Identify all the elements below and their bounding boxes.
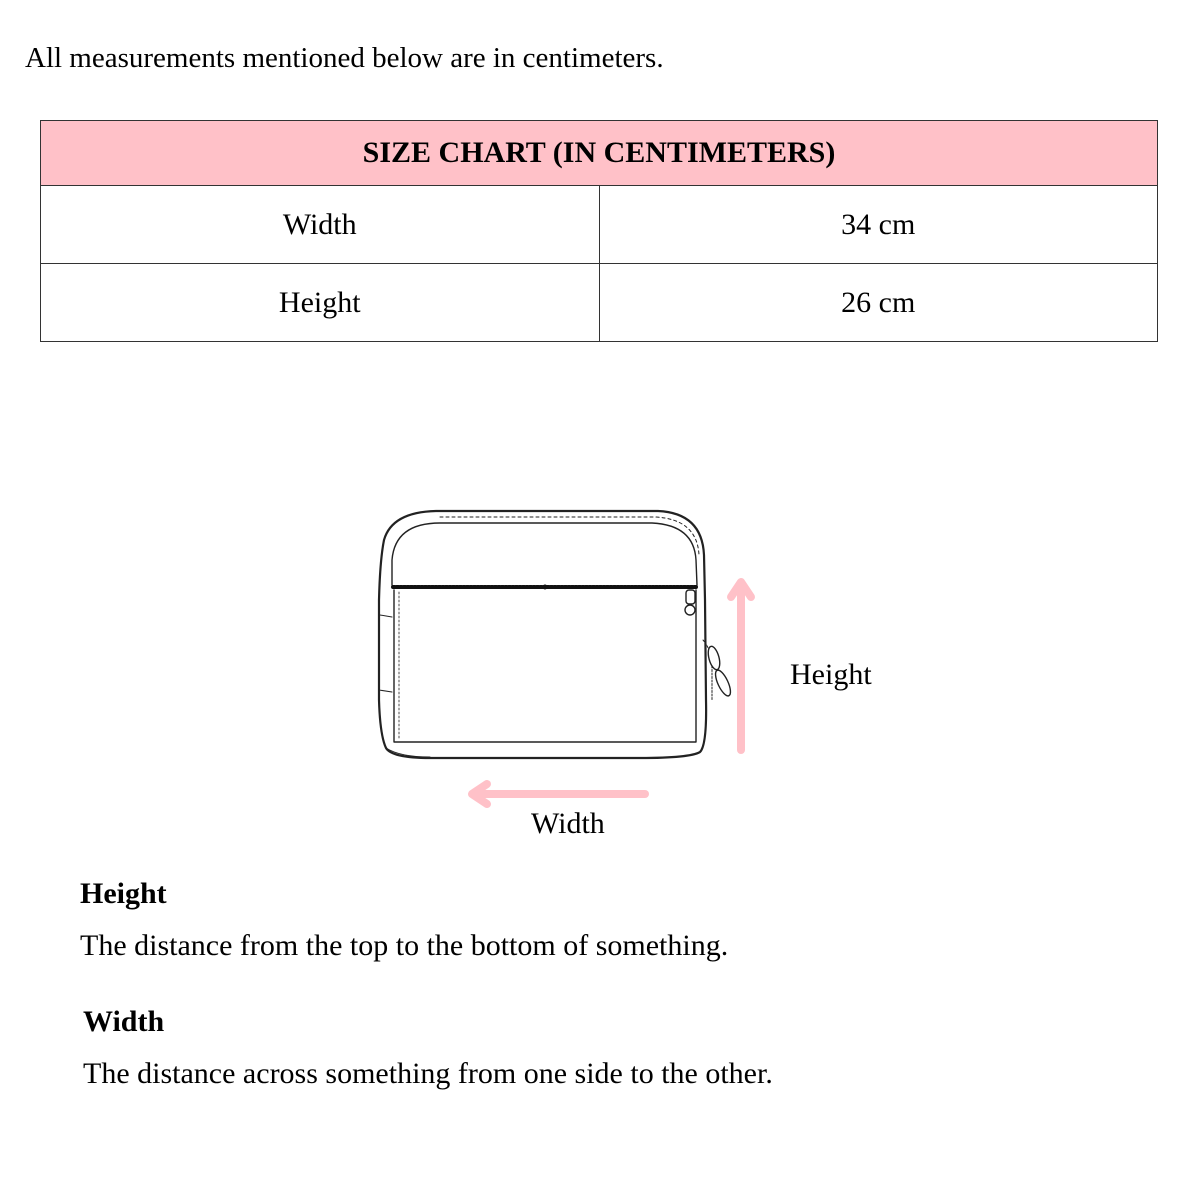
intro-text: All measurements mentioned below are in centimeters. bbox=[25, 42, 664, 74]
pouch-bag-icon bbox=[379, 511, 733, 758]
width-label: Width bbox=[531, 807, 605, 840]
row-value-width: 34 cm bbox=[599, 186, 1158, 264]
row-label-width: Width bbox=[41, 186, 600, 264]
definition-text-height: The distance from the top to the bottom of something. bbox=[80, 929, 729, 962]
height-label: Height bbox=[790, 658, 872, 691]
row-value-height: 26 cm bbox=[599, 264, 1158, 342]
size-chart-title: SIZE CHART (IN CENTIMETERS) bbox=[41, 121, 1158, 186]
definition-term-width: Width bbox=[83, 1005, 165, 1038]
definition-term-height: Height bbox=[80, 877, 167, 910]
row-label-height: Height bbox=[41, 264, 600, 342]
height-arrow bbox=[731, 582, 751, 750]
definition-text-width: The distance across something from one side to the other. bbox=[83, 1057, 773, 1090]
width-arrow bbox=[472, 784, 645, 804]
